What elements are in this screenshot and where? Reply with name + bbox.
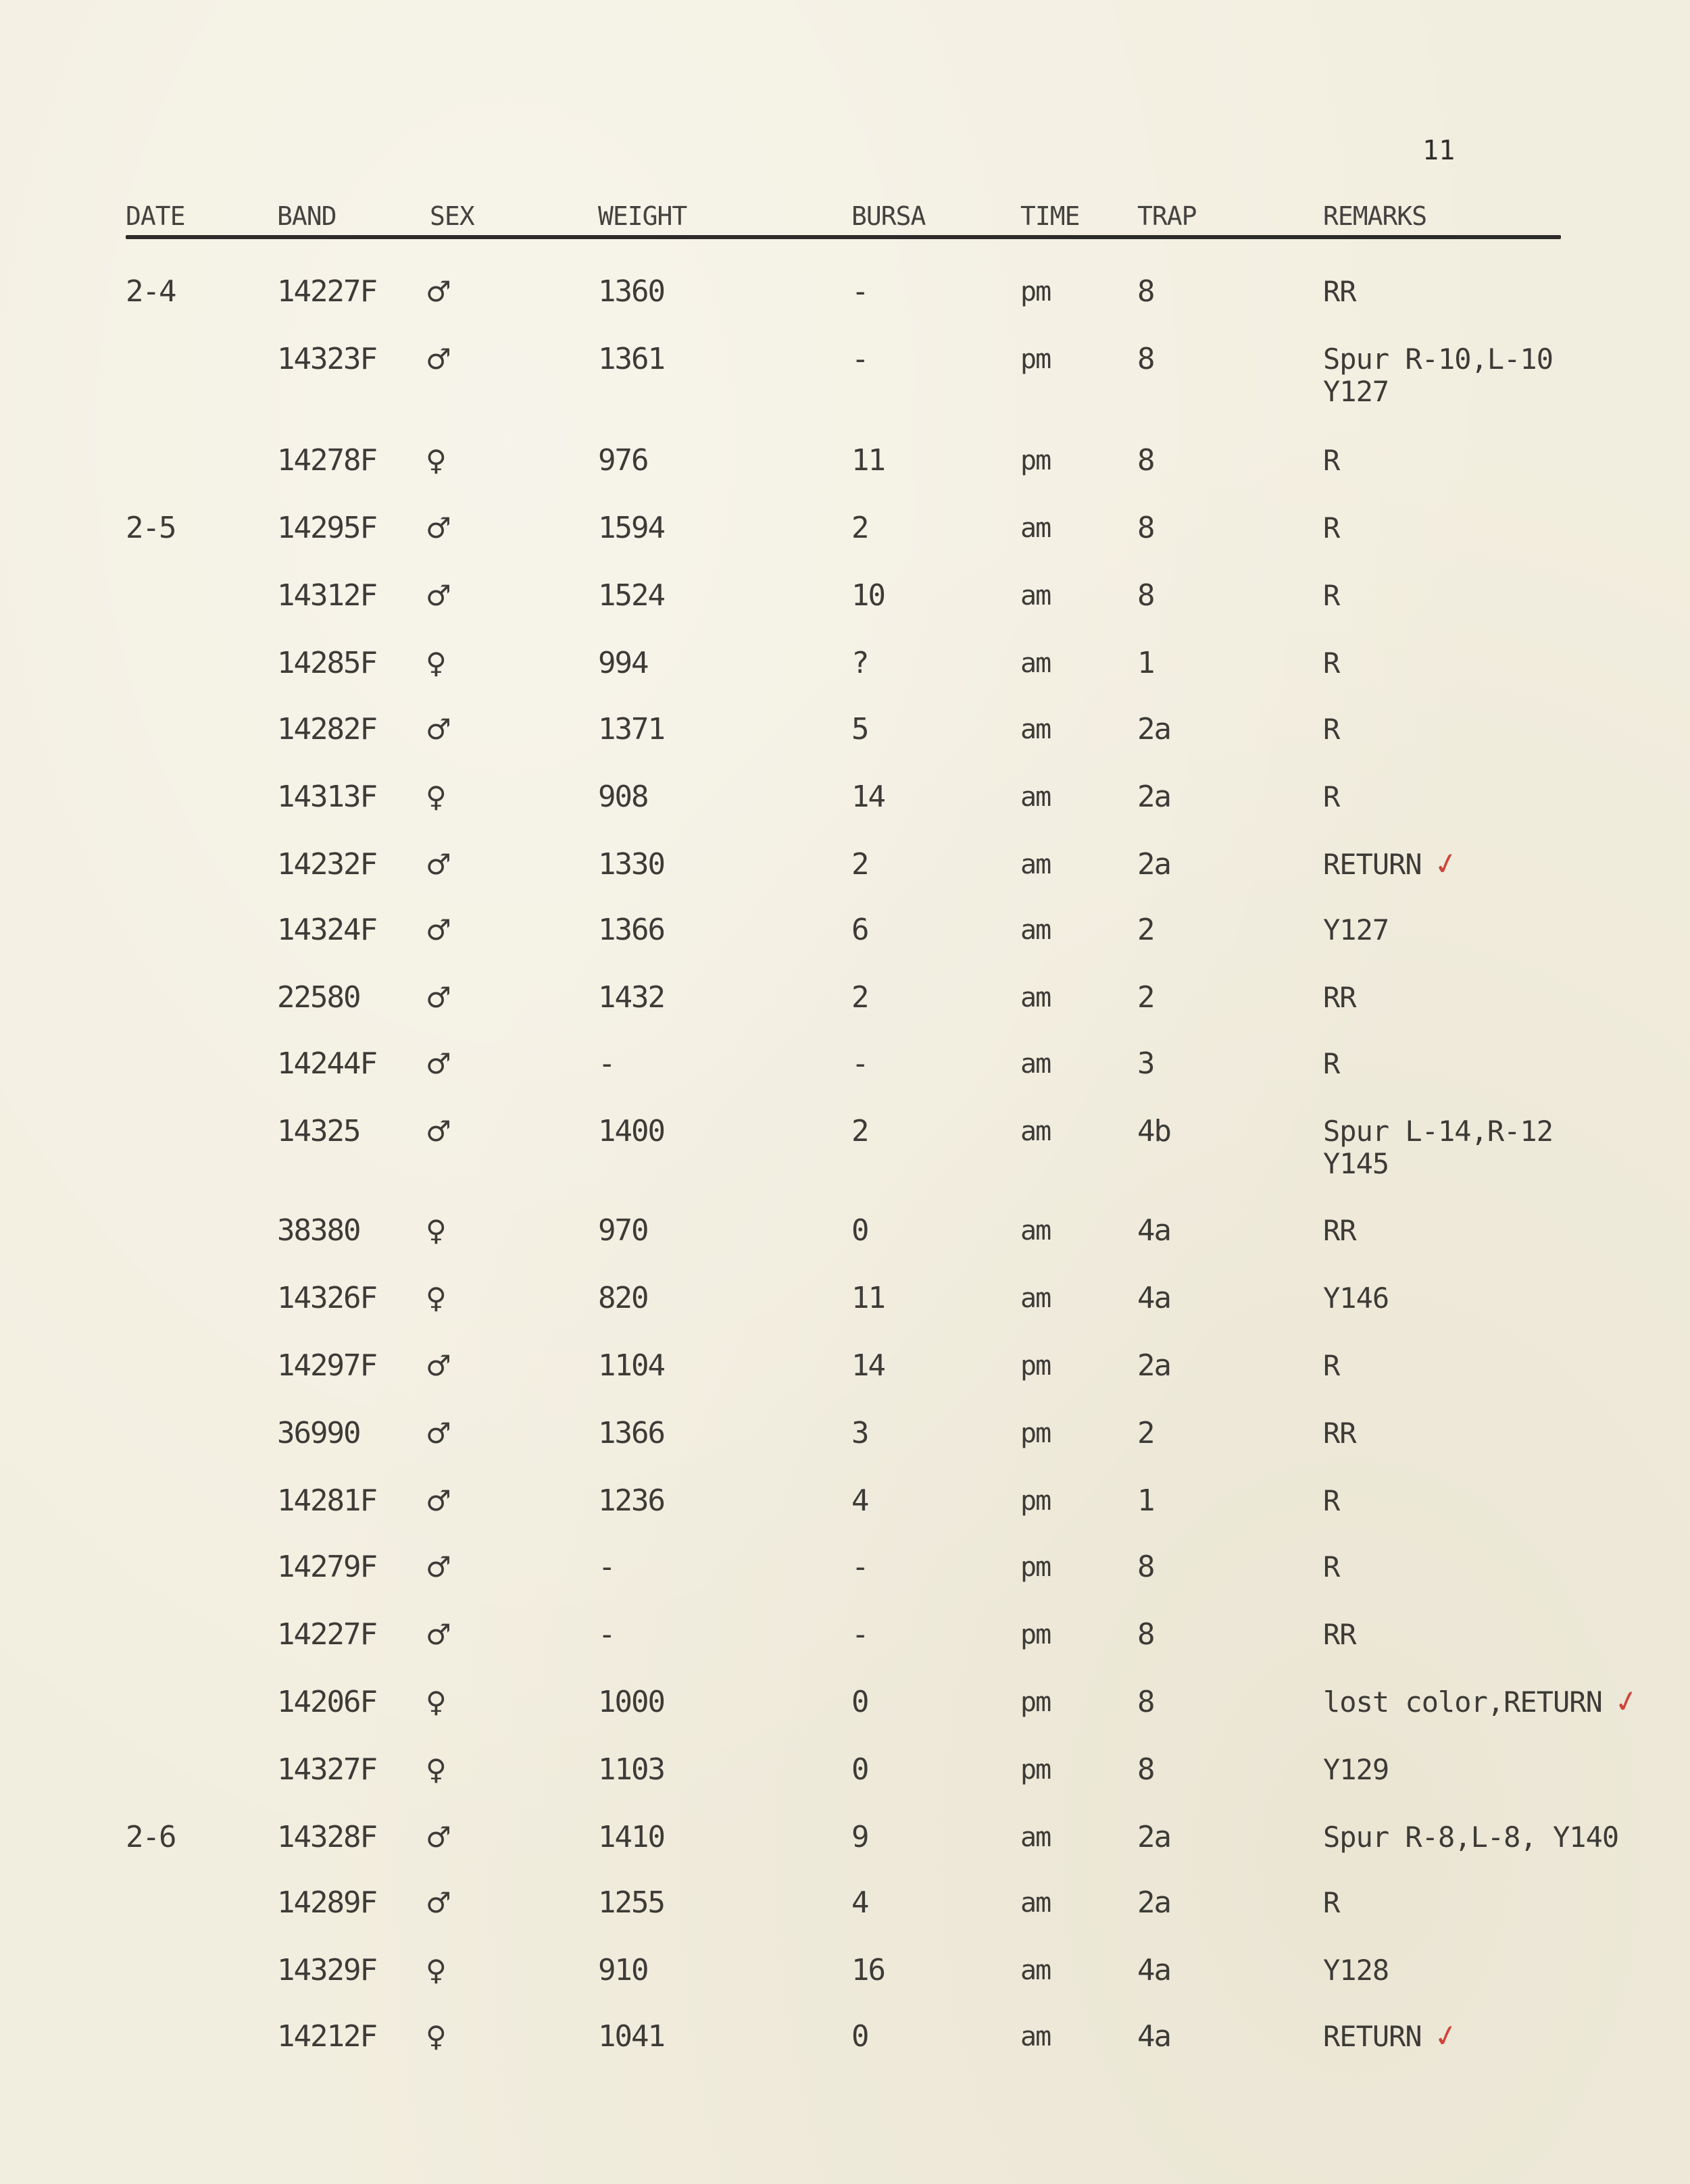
remarks-text: R [1323, 579, 1340, 612]
cell-trap: 2a [1137, 1820, 1170, 1854]
cell-remarks [1323, 1885, 1339, 1921]
cell-bursa: 0 [851, 1685, 868, 1719]
cell-band: 14278F [277, 443, 376, 478]
cell-sex: ♂ [426, 275, 450, 308]
cell-bursa: 4 [851, 1483, 868, 1518]
check-mark-icon: ✓ [1610, 1682, 1642, 1722]
page-number: 11 [1422, 135, 1456, 166]
cell-time: am [1020, 580, 1051, 611]
cell-bursa: 10 [851, 578, 885, 613]
remarks-text: RR [1323, 275, 1356, 308]
cell-date: 2-4 [126, 274, 176, 309]
cell-trap: 2 [1137, 913, 1154, 947]
cell-trap: 8 [1137, 1550, 1154, 1584]
cell-bursa: - [851, 1617, 868, 1652]
cell-time: pm [1020, 1619, 1051, 1650]
cell-band: 14328F [277, 1820, 376, 1854]
cell-weight: 1103 [598, 1752, 664, 1787]
cell-trap: 2a [1137, 780, 1170, 814]
remarks-text: Spur L-14,R-12 [1323, 1115, 1554, 1148]
cell-trap: 4a [1137, 1213, 1170, 1248]
cell-weight: 1366 [598, 913, 664, 947]
cell-weight: - [598, 1046, 615, 1081]
table-row [0, 711, 1690, 752]
cell-bursa: 11 [851, 1281, 885, 1315]
cell-band: 14227F [277, 1617, 376, 1652]
remarks-text: R [1323, 511, 1340, 544]
remarks-text: Y146 [1323, 1281, 1389, 1315]
cell-time: am [1020, 513, 1051, 544]
cell-bursa: 2 [851, 511, 868, 545]
remarks-text: Y127 [1323, 913, 1389, 946]
cell-remarks [1323, 844, 1462, 884]
cell-time: am [1020, 1048, 1051, 1080]
cell-remarks [1323, 1682, 1642, 1722]
remarks-text: RR [1323, 1417, 1356, 1450]
cell-bursa: - [851, 1550, 868, 1584]
cell-band: 14297F [277, 1348, 376, 1383]
cell-sex: ♂ [426, 913, 450, 946]
cell-remarks [1323, 1113, 1553, 1182]
cell-time: pm [1020, 1485, 1051, 1517]
cell-band: 14326F [277, 1281, 376, 1315]
cell-sex: ♂ [426, 1550, 450, 1583]
cell-remarks [1323, 1348, 1339, 1384]
check-mark-icon: ✓ [1430, 2016, 1462, 2056]
cell-time: am [1020, 1955, 1051, 1986]
cell-remarks [1323, 1617, 1356, 1653]
cell-weight: 1400 [598, 1114, 664, 1148]
cell-trap: 8 [1137, 1685, 1154, 1719]
cell-remarks [1323, 1280, 1389, 1317]
cell-weight: - [598, 1550, 615, 1584]
cell-remarks [1323, 1819, 1618, 1856]
cell-trap: 8 [1137, 342, 1154, 376]
cell-weight: 970 [598, 1213, 648, 1248]
cell-sex: ♂ [426, 848, 450, 881]
cell-trap: 2 [1137, 1416, 1154, 1450]
cell-time: am [1020, 1822, 1051, 1853]
cell-weight: 1524 [598, 578, 664, 613]
cell-bursa: 0 [851, 2019, 868, 2054]
cell-bursa: 9 [851, 1820, 868, 1854]
cell-remarks [1323, 779, 1339, 815]
table-row [0, 645, 1690, 686]
cell-sex: ♀ [426, 1753, 445, 1786]
remarks-text: R [1323, 1550, 1340, 1583]
cell-remarks [1323, 1483, 1339, 1519]
cell-trap: 2a [1137, 712, 1170, 746]
cell-weight: 1432 [598, 980, 664, 1015]
remarks-text: R [1323, 780, 1340, 813]
cell-remarks [1323, 1752, 1389, 1788]
cell-trap: 8 [1137, 274, 1154, 309]
cell-band: 14281F [277, 1483, 376, 1518]
cell-band: 14324F [277, 913, 376, 947]
table-row [0, 1885, 1690, 1925]
cell-weight: 1236 [598, 1483, 664, 1518]
table-row [0, 1752, 1690, 1792]
cell-trap: 2 [1137, 980, 1154, 1015]
cell-remarks [1323, 442, 1339, 479]
cell-band: 14325 [277, 1114, 360, 1148]
cell-weight: 910 [598, 1953, 648, 1987]
cell-weight: 820 [598, 1281, 648, 1315]
cell-time: pm [1020, 276, 1051, 307]
cell-remarks [1323, 1415, 1356, 1452]
cell-bursa: - [851, 342, 868, 376]
cell-remarks [1323, 645, 1339, 682]
table-row [0, 846, 1690, 887]
cell-bursa: 3 [851, 1416, 868, 1450]
cell-bursa: ? [851, 646, 868, 680]
cell-weight: 1410 [598, 1820, 664, 1854]
remarks-text: R [1323, 713, 1340, 746]
cell-time: pm [1020, 445, 1051, 476]
cell-trap: 4a [1137, 1281, 1170, 1315]
header-weight: WEIGHT [598, 201, 687, 231]
cell-remarks [1323, 912, 1389, 948]
remarks-text: RETURN [1323, 848, 1422, 881]
cell-band: 14212F [277, 2019, 376, 2054]
cell-band: 14285F [277, 646, 376, 680]
cell-band: 22580 [277, 980, 360, 1015]
cell-bursa: 6 [851, 913, 868, 947]
cell-weight: 976 [598, 443, 648, 478]
cell-weight: 1330 [598, 847, 664, 882]
remarks-text: R [1323, 646, 1340, 680]
header-time: TIME [1020, 201, 1080, 231]
cell-remarks [1323, 1549, 1339, 1585]
cell-band: 14282F [277, 712, 376, 746]
cell-sex: ♀ [426, 2020, 445, 2053]
table-row [0, 1213, 1690, 1253]
cell-date: 2-5 [126, 511, 176, 545]
cell-weight: 994 [598, 646, 648, 680]
table-row [0, 1415, 1690, 1456]
cell-weight: 1594 [598, 511, 664, 545]
cell-sex: ♀ [426, 780, 445, 813]
header-bursa: BURSA [851, 201, 926, 231]
remarks-text: Spur R-8,L-8, Y140 [1323, 1821, 1619, 1854]
cell-time: am [1020, 714, 1051, 745]
cell-weight: 1255 [598, 1885, 664, 1920]
cell-time: pm [1020, 344, 1051, 375]
table-row [0, 912, 1690, 953]
cell-bursa: 0 [851, 1213, 868, 1248]
cell-band: 36990 [277, 1416, 360, 1450]
cell-sex: ♂ [426, 1417, 450, 1450]
cell-bursa: 5 [851, 712, 868, 746]
cell-bursa: 4 [851, 1885, 868, 1920]
cell-remarks [1323, 1952, 1389, 1989]
table-row [0, 980, 1690, 1020]
cell-trap: 8 [1137, 511, 1154, 545]
cell-sex: ♂ [426, 981, 450, 1014]
cell-sex: ♀ [426, 646, 445, 680]
cell-remarks [1323, 341, 1553, 410]
cell-time: am [1020, 1116, 1051, 1147]
cell-sex: ♀ [426, 1685, 445, 1719]
table-row [0, 779, 1690, 819]
cell-bursa: 16 [851, 1953, 885, 1987]
cell-band: 38380 [277, 1213, 360, 1248]
cell-band: 14327F [277, 1752, 376, 1787]
cell-sex: ♂ [426, 1484, 450, 1517]
cell-time: pm [1020, 1687, 1051, 1718]
cell-weight: 1361 [598, 342, 664, 376]
cell-bursa: 14 [851, 1348, 885, 1383]
table-row [0, 341, 1690, 408]
cell-weight: 1000 [598, 1685, 664, 1719]
cell-time: am [1020, 915, 1051, 946]
cell-time: am [1020, 1887, 1051, 1919]
header-trap: TRAP [1137, 201, 1197, 231]
remarks-text: Spur R-10,L-10 [1323, 342, 1554, 376]
cell-remarks [1323, 510, 1339, 547]
cell-bursa: - [851, 1046, 868, 1081]
cell-band: 14323F [277, 342, 376, 376]
table-row [0, 1819, 1690, 1860]
table-row [0, 1684, 1690, 1725]
cell-bursa: 2 [851, 847, 868, 882]
header-date: DATE [126, 201, 185, 231]
remarks-text-line2: Y127 [1323, 375, 1389, 408]
cell-trap: 4b [1137, 1114, 1170, 1148]
cell-sex: ♀ [426, 1214, 445, 1247]
remarks-text: R [1323, 1047, 1340, 1080]
cell-time: am [1020, 782, 1051, 813]
cell-weight: 1360 [598, 274, 664, 309]
cell-weight: - [598, 1617, 615, 1652]
cell-sex: ♂ [426, 1618, 450, 1651]
cell-sex: ♀ [426, 1954, 445, 1987]
cell-time: pm [1020, 1754, 1051, 1785]
table-row [0, 1549, 1690, 1590]
cell-trap: 1 [1137, 1483, 1154, 1518]
cell-band: 14312F [277, 578, 376, 613]
header-remarks: REMARKS [1323, 201, 1427, 231]
table-row [0, 1483, 1690, 1523]
cell-trap: 4a [1137, 1953, 1170, 1987]
cell-sex: ♀ [426, 444, 445, 477]
table-row [0, 442, 1690, 483]
cell-weight: 1041 [598, 2019, 664, 2054]
cell-sex: ♀ [426, 1281, 445, 1315]
cell-sex: ♂ [426, 579, 450, 612]
table-row [0, 1952, 1690, 1993]
cell-sex: ♂ [426, 1115, 450, 1148]
remarks-text: Y128 [1323, 1954, 1389, 1987]
cell-band: 14206F [277, 1685, 376, 1719]
cell-weight: 1104 [598, 1348, 664, 1383]
cell-sex: ♂ [426, 1886, 450, 1919]
cell-band: 14232F [277, 847, 376, 882]
cell-bursa: 2 [851, 980, 868, 1015]
cell-trap: 8 [1137, 1752, 1154, 1787]
cell-time: pm [1020, 1418, 1051, 1449]
cell-band: 14295F [277, 511, 376, 545]
check-mark-icon: ✓ [1430, 844, 1462, 884]
cell-trap: 2a [1137, 847, 1170, 882]
cell-sex: ♂ [426, 1047, 450, 1080]
remarks-text: R [1323, 1349, 1340, 1382]
cell-time: am [1020, 1215, 1051, 1246]
table-row [0, 2018, 1690, 2059]
cell-time: am [1020, 648, 1051, 679]
cell-bursa: 11 [851, 443, 885, 478]
remarks-text: RETURN [1323, 2020, 1422, 2053]
cell-band: 14279F [277, 1550, 376, 1584]
cell-bursa: - [851, 274, 868, 309]
remarks-text: R [1323, 1886, 1340, 1919]
cell-sex: ♂ [426, 713, 450, 746]
cell-remarks [1323, 274, 1356, 310]
table-row [0, 1046, 1690, 1086]
table-row [0, 578, 1690, 618]
header-band: BAND [277, 201, 337, 231]
remarks-text: RR [1323, 981, 1356, 1014]
table-row [0, 510, 1690, 551]
table-row [0, 1617, 1690, 1657]
cell-remarks [1323, 1213, 1356, 1249]
cell-remarks [1323, 578, 1339, 614]
remarks-text: R [1323, 444, 1340, 477]
cell-time: am [1020, 2021, 1051, 2052]
cell-band: 14313F [277, 780, 376, 814]
remarks-text: RR [1323, 1618, 1356, 1651]
table-row [0, 1113, 1690, 1180]
cell-sex: ♂ [426, 511, 450, 544]
cell-remarks [1323, 1046, 1339, 1082]
cell-time: am [1020, 982, 1051, 1013]
cell-trap: 3 [1137, 1046, 1154, 1081]
header-sex: SEX [430, 201, 474, 231]
cell-remarks [1323, 711, 1339, 748]
cell-weight: 908 [598, 780, 648, 814]
cell-trap: 8 [1137, 443, 1154, 478]
cell-date: 2-6 [126, 1820, 176, 1854]
cell-trap: 4a [1137, 2019, 1170, 2054]
remarks-text: R [1323, 1484, 1340, 1517]
cell-trap: 2a [1137, 1885, 1170, 1920]
cell-time: am [1020, 1283, 1051, 1314]
cell-band: 14289F [277, 1885, 376, 1920]
cell-sex: ♂ [426, 1821, 450, 1854]
cell-time: am [1020, 849, 1051, 880]
cell-bursa: 14 [851, 780, 885, 814]
remarks-text-line2: Y145 [1323, 1147, 1389, 1180]
cell-trap: 1 [1137, 646, 1154, 680]
cell-sex: ♂ [426, 1349, 450, 1382]
table-row [0, 1280, 1690, 1321]
cell-trap: 8 [1137, 578, 1154, 613]
cell-weight: 1371 [598, 712, 664, 746]
remarks-text: lost color,RETURN [1323, 1685, 1602, 1719]
cell-time: pm [1020, 1350, 1051, 1381]
remarks-text: RR [1323, 1214, 1356, 1247]
cell-weight: 1366 [598, 1416, 664, 1450]
cell-remarks [1323, 2016, 1462, 2056]
cell-bursa: 0 [851, 1752, 868, 1787]
cell-sex: ♂ [426, 342, 450, 376]
table-row [0, 274, 1690, 314]
cell-time: pm [1020, 1552, 1051, 1583]
cell-band: 14227F [277, 274, 376, 309]
cell-bursa: 2 [851, 1114, 868, 1148]
cell-remarks [1323, 980, 1356, 1016]
cell-band: 14329F [277, 1953, 376, 1987]
table-row [0, 1348, 1690, 1388]
cell-trap: 2a [1137, 1348, 1170, 1383]
cell-band: 14244F [277, 1046, 376, 1081]
remarks-text: Y129 [1323, 1753, 1389, 1786]
cell-trap: 8 [1137, 1617, 1154, 1652]
